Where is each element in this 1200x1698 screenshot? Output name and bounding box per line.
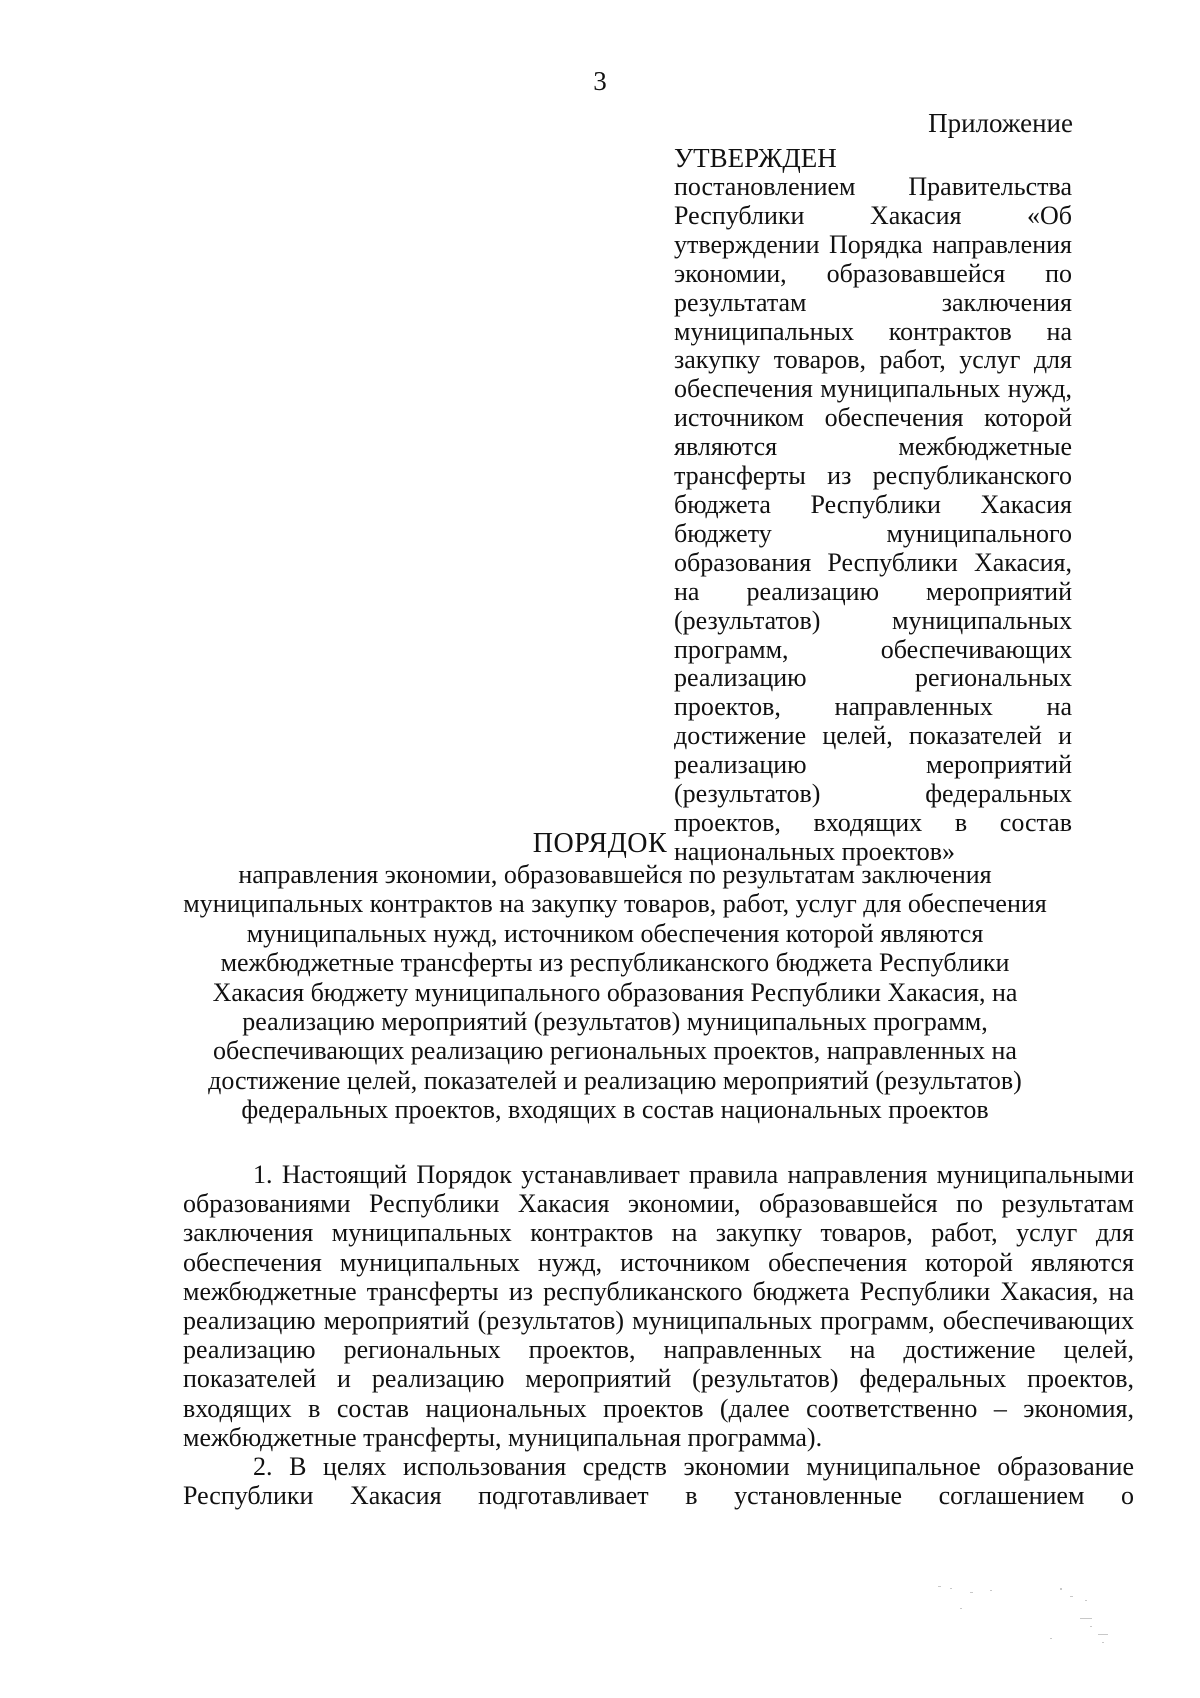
approval-block bbox=[674, 143, 1072, 867]
appendix-label: Приложение bbox=[928, 108, 1073, 138]
paragraph-1: 1. Настоящий Порядок устанавливает правила направления муниципальными образованиями Республики Хакасия экономии, образовавшейся по результатам заключения муниципальных контрактов на закупку товаров, работ, услуг для обеспечения муниципальных нужд, источником обеспечения которой являются межбюджетные трансферты из республиканского бюджета Республики Хакасия, на реализацию мероприятий (результатов) муниципальных программ, обеспечивающих реализацию региональных проектов, направленных на достижение целей, показателей и реализацию мероприятий (результатов) федеральных проектов, входящих в состав национальных проектов (далее соответственно – экономия, межбюджетные трансферты, муниципальная программа). bbox=[183, 1160, 1134, 1452]
paragraph-2: 2. В целях использования средств экономии муниципальное образование Республики Хакасия подготавливает в установленные соглашением о bbox=[183, 1452, 1134, 1511]
order-subtitle: направления экономии, образовавшейся по результатам заключения муниципальных контрактов на закупку товаров, работ, услуг для обеспечения муниципальных нужд, источником обеспечения которой являются межбюджетные трансферты из республиканского бюджета Республики Хакасия бюджету муниципального образования Республики Хакасия, на реализацию мероприятий (результатов) муниципальных программ, обеспечивающих реализацию региональных проектов, направленных на достижение целей, показателей и реализацию мероприятий (результатов) федеральных проектов, входящих в состав национальных проектов bbox=[183, 860, 1047, 1125]
approval-text: постановлением Правительства Республики Хакасия «Об утверждении Порядка направления экономии, образовавшейся по результатам заключения муниципальных контрактов на закупку товаров, работ, услуг для обеспечения муниципальных нужд, источником обеспечения которой являются межбюджетные трансферты из республиканского бюджета Республики Хакасия бюджету муниципального образования Республики Хакасия, на реализацию мероприятий (результатов) муниципальных программ, обеспечивающих реализацию региональных проектов, направленных на достижение целей, показателей и реализацию мероприятий (результатов) федеральных проектов, входящих в состав национальных проектов» bbox=[674, 172, 1072, 866]
scan-artifact bbox=[930, 1578, 1130, 1668]
approval-title: УТВЕРЖДЕН bbox=[674, 143, 837, 173]
document-body bbox=[183, 1160, 1134, 1510]
page-number: 3 bbox=[593, 66, 607, 96]
order-title: ПОРЯДОК bbox=[532, 828, 668, 859]
